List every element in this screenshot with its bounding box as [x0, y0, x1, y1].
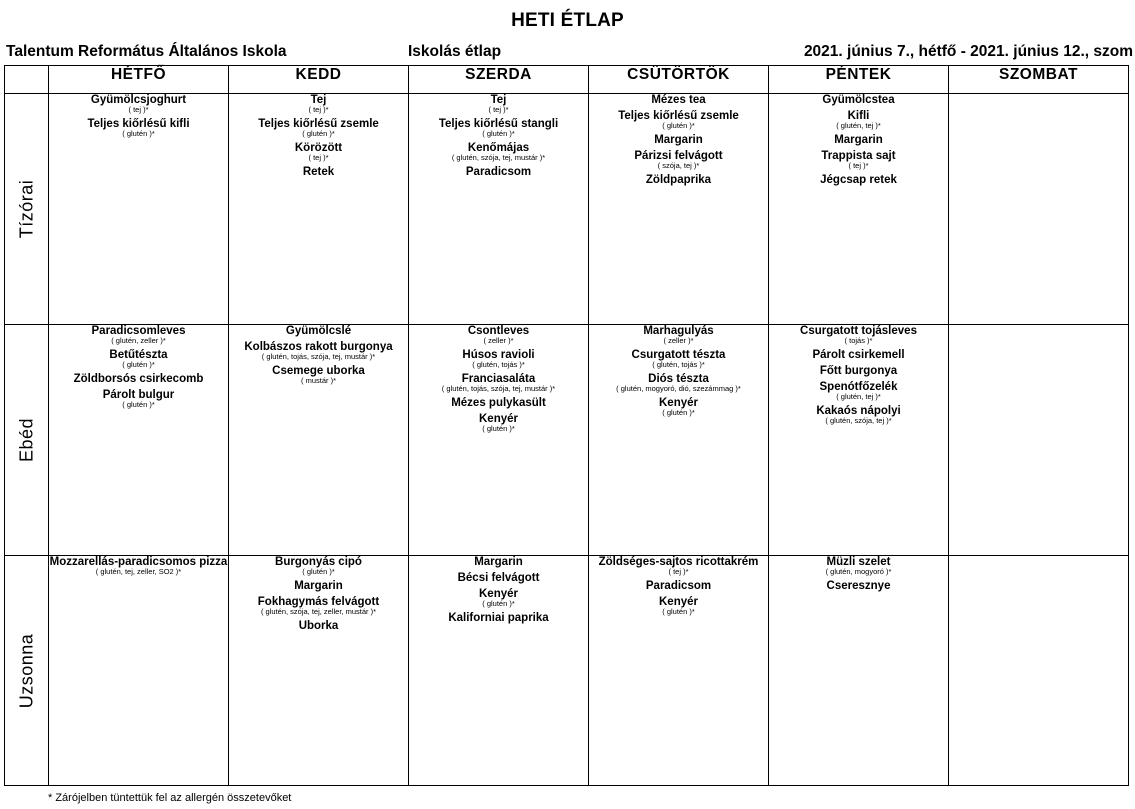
allergen-note: ( zeller )* — [483, 336, 514, 345]
allergen-note: ( tej )* — [308, 105, 329, 114]
dish-name: Párolt bulgur — [102, 389, 175, 401]
allergen-note: ( tej )* — [668, 567, 689, 576]
menu-item — [589, 373, 768, 393]
dish-name: Főtt burgonya — [819, 365, 898, 377]
menu-item — [769, 381, 948, 401]
weekly-menu-table — [4, 65, 1129, 786]
dish-name: Betűtészta — [109, 349, 168, 361]
dish-name: Franciasaláta — [461, 373, 536, 385]
menu-cell-tizorai-tuesday — [229, 94, 409, 325]
allergen-note: ( glutén )* — [482, 129, 515, 138]
allergen-note: ( glutén )* — [302, 129, 335, 138]
menu-item — [229, 341, 408, 361]
allergen-note: ( glutén, mogyoró )* — [825, 567, 892, 576]
allergen-note: ( glutén, tojás, szója, tej, mustár )* — [261, 352, 376, 361]
meal-label: Ebéd — [16, 417, 36, 463]
menu-item — [49, 556, 228, 576]
menu-item — [589, 596, 768, 616]
dish-name: Kakaós nápolyi — [816, 405, 901, 417]
menu-item — [409, 349, 588, 369]
allergen-note: ( glutén, szója, tej, mustár )* — [451, 153, 546, 162]
allergen-note: ( glutén, tej, zeller, SO2 )* — [95, 567, 182, 576]
allergen-note: ( glutén )* — [302, 567, 335, 576]
dish-name: Diós tészta — [648, 373, 709, 385]
allergen-note: ( glutén )* — [122, 360, 155, 369]
dish-name: Kenyér — [659, 596, 698, 608]
menu-cell-ebed-monday — [49, 325, 229, 556]
allergen-note: ( tej )* — [488, 105, 509, 114]
menu-item — [229, 142, 408, 162]
allergen-note: ( glutén, tojás )* — [652, 360, 705, 369]
menu-item — [769, 174, 948, 186]
dish-name: Kaliforniai paprika — [448, 612, 549, 624]
dish-name: Gyümölcsjoghurt — [90, 94, 187, 106]
menu-cell-ebed-wednesday — [409, 325, 589, 556]
menu-item — [769, 94, 948, 106]
dish-name: Margarin — [294, 580, 343, 592]
dish-name: Teljes kiőrlésű kifli — [87, 118, 190, 130]
menu-cell-uzsonna-saturday — [949, 556, 1129, 786]
allergen-note: ( glutén, tej )* — [836, 121, 881, 130]
allergen-note: ( glutén )* — [122, 129, 155, 138]
menu-item — [589, 134, 768, 146]
menu-item — [589, 325, 768, 345]
dish-name: Tej — [490, 94, 507, 106]
dish-name: Tej — [310, 94, 327, 106]
allergen-note: ( glutén, tojás )* — [472, 360, 525, 369]
menu-item — [769, 365, 948, 377]
menu-item — [769, 556, 948, 576]
allergen-note: ( szója, tej )* — [657, 161, 700, 170]
dish-name: Retek — [302, 166, 335, 178]
dish-name: Körözött — [294, 142, 343, 154]
menu-item — [769, 405, 948, 425]
dish-name: Müzli szelet — [826, 556, 891, 568]
dish-name: Margarin — [654, 134, 703, 146]
menu-cell-ebed-thursday — [589, 325, 769, 556]
menu-cell-tizorai-friday — [769, 94, 949, 325]
menu-item — [409, 373, 588, 393]
menu-cell-uzsonna-friday — [769, 556, 949, 786]
day-header-monday: HÉTFŐ — [49, 66, 229, 94]
menu-item — [589, 349, 768, 369]
menu-item — [769, 580, 948, 592]
menu-item — [589, 174, 768, 186]
allergen-note: ( glutén )* — [122, 400, 155, 409]
meal-label-cell — [5, 325, 49, 556]
dish-name: Párizsi felvágott — [634, 150, 723, 162]
menu-item — [229, 556, 408, 576]
dish-name: Gyümölcstea — [822, 94, 895, 106]
meal-row-uzsonna — [5, 556, 1129, 786]
dish-name: Teljes kiőrlésű zsemle — [258, 118, 379, 130]
dish-name: Cseresznye — [826, 580, 891, 592]
dish-name: Párolt csirkemell — [812, 349, 905, 361]
allergen-note: ( glutén )* — [662, 121, 695, 130]
dish-name: Csurgatott tészta — [631, 349, 726, 361]
menu-cell-ebed-saturday — [949, 325, 1129, 556]
dish-name: Kifli — [847, 110, 870, 122]
dish-name: Kolbászos rakott burgonya — [244, 341, 393, 353]
allergen-note: ( glutén )* — [482, 424, 515, 433]
day-header-tuesday: KEDD — [229, 66, 409, 94]
menu-item — [229, 580, 408, 592]
menu-item — [229, 94, 408, 114]
menu-item — [409, 612, 588, 624]
dish-name: Mézes tea — [651, 94, 706, 106]
day-header-wednesday: SZERDA — [409, 66, 589, 94]
menu-item — [229, 365, 408, 385]
menu-item — [769, 134, 948, 146]
menu-item — [409, 556, 588, 568]
dish-name: Spenótfőzelék — [819, 381, 898, 393]
dish-name: Teljes kiőrlésű stangli — [438, 118, 559, 130]
menu-cell-uzsonna-wednesday — [409, 556, 589, 786]
meal-label: Tízórai — [16, 179, 36, 239]
menu-item — [229, 118, 408, 138]
meal-label-cell — [5, 94, 49, 325]
menu-item — [49, 373, 228, 385]
dish-name: Fokhagymás felvágott — [257, 596, 380, 608]
meal-row-tizorai — [5, 94, 1129, 325]
menu-item — [589, 94, 768, 106]
menu-item — [409, 413, 588, 433]
allergen-note: ( glutén )* — [662, 607, 695, 616]
allergen-note: ( tej )* — [128, 105, 149, 114]
corner-cell — [5, 66, 49, 94]
dish-name: Zöldborsós csirkecomb — [73, 373, 204, 385]
allergen-note: ( glutén, tej )* — [836, 392, 881, 401]
menu-item — [229, 620, 408, 632]
allergen-note: ( glutén )* — [482, 599, 515, 608]
menu-cell-uzsonna-tuesday — [229, 556, 409, 786]
allergen-note: ( glutén, zeller )* — [111, 336, 166, 345]
menu-item — [49, 349, 228, 369]
dish-name: Uborka — [298, 620, 339, 632]
dish-name: Gyümölcslé — [285, 325, 352, 337]
menu-item — [409, 397, 588, 409]
menu-item — [769, 150, 948, 170]
dish-name: Csontleves — [467, 325, 530, 337]
menu-item — [769, 349, 948, 361]
dish-name: Mozzarellás-paradicsomos pizza — [49, 556, 228, 568]
menu-cell-ebed-tuesday — [229, 325, 409, 556]
menu-item — [49, 94, 228, 114]
menu-item — [229, 325, 408, 337]
dish-name: Csurgatott tojásleves — [800, 325, 917, 337]
dish-name: Kenyér — [479, 413, 518, 425]
menu-item — [589, 580, 768, 592]
allergen-note: ( tej )* — [848, 161, 869, 170]
dish-name: Zöldpaprika — [645, 174, 712, 186]
dish-name: Paradicsomleves — [91, 325, 186, 337]
menu-item — [409, 572, 588, 584]
meal-row-ebed — [5, 325, 1129, 556]
day-header-saturday: SZOMBAT — [949, 66, 1129, 94]
dish-name: Paradicsom — [465, 166, 532, 178]
dish-name: Burgonyás cipó — [275, 556, 362, 568]
date-range: 2021. június 7., hétfő - 2021. június 12., szom — [803, 43, 1133, 60]
meal-label: Uzsonna — [16, 633, 36, 708]
day-header-thursday: CSÜTÖRTÖK — [589, 66, 769, 94]
menu-item — [49, 118, 228, 138]
school-name: Talentum Református Általános Iskola — [6, 43, 287, 60]
day-header-friday: PÉNTEK — [769, 66, 949, 94]
dish-name: Kenyér — [659, 397, 698, 409]
dish-name: Teljes kiőrlésű zsemle — [618, 110, 739, 122]
menu-cell-tizorai-monday — [49, 94, 229, 325]
allergen-note: ( mustár )* — [300, 376, 336, 385]
menu-cell-tizorai-wednesday — [409, 94, 589, 325]
menu-item — [769, 325, 948, 345]
dish-name: Paradicsom — [645, 580, 712, 592]
menu-item — [769, 110, 948, 130]
menu-item — [589, 150, 768, 170]
meal-label-cell — [5, 556, 49, 786]
dish-name: Zöldséges-sajtos ricottakrém — [598, 556, 759, 568]
dish-name: Húsos ravioli — [462, 349, 535, 361]
dish-name: Kenőmájas — [467, 142, 530, 154]
menu-item — [229, 166, 408, 178]
menu-item — [409, 325, 588, 345]
menu-item — [409, 94, 588, 114]
allergen-note: ( glutén, tojás, szója, tej, mustár )* — [441, 384, 556, 393]
menu-item — [409, 142, 588, 162]
menu-cell-uzsonna-thursday — [589, 556, 769, 786]
menu-cell-tizorai-thursday — [589, 94, 769, 325]
allergen-note: ( glutén )* — [662, 408, 695, 417]
dish-name: Trappista sajt — [821, 150, 896, 162]
menu-cell-ebed-friday — [769, 325, 949, 556]
dish-name: Kenyér — [479, 588, 518, 600]
allergen-note: ( tej )* — [308, 153, 329, 162]
dish-name: Marhagulyás — [643, 325, 714, 337]
menu-item — [49, 325, 228, 345]
day-header-row — [5, 66, 1129, 94]
menu-cell-tizorai-saturday — [949, 94, 1129, 325]
menu-item — [409, 588, 588, 608]
allergen-note: ( zeller )* — [663, 336, 694, 345]
page-title: HETI ÉTLAP — [511, 10, 624, 31]
allergen-footnote: * Zárójelben tüntettük fel az allergén összetevőket — [48, 792, 292, 804]
menu-item — [229, 596, 408, 616]
menu-item — [49, 389, 228, 409]
menu-item — [589, 397, 768, 417]
menu-item — [589, 110, 768, 130]
dish-name: Margarin — [474, 556, 523, 568]
allergen-note: ( tojás )* — [844, 336, 873, 345]
menu-type: Iskolás étlap — [408, 43, 502, 60]
dish-name: Mézes pulykasült — [451, 397, 546, 409]
allergen-note: ( glutén, szója, tej )* — [825, 416, 892, 425]
dish-name: Csemege uborka — [272, 365, 365, 377]
dish-name: Margarin — [834, 134, 883, 146]
menu-item — [589, 556, 768, 576]
menu-cell-uzsonna-monday — [49, 556, 229, 786]
dish-name: Jégcsap retek — [820, 174, 897, 186]
dish-name: Bécsi felvágott — [457, 572, 540, 584]
menu-item — [409, 166, 588, 178]
allergen-note: ( glutén, mogyoró, dió, szezámmag )* — [616, 384, 741, 393]
menu-item — [409, 118, 588, 138]
allergen-note: ( glutén, szója, tej, zeller, mustár )* — [260, 607, 377, 616]
